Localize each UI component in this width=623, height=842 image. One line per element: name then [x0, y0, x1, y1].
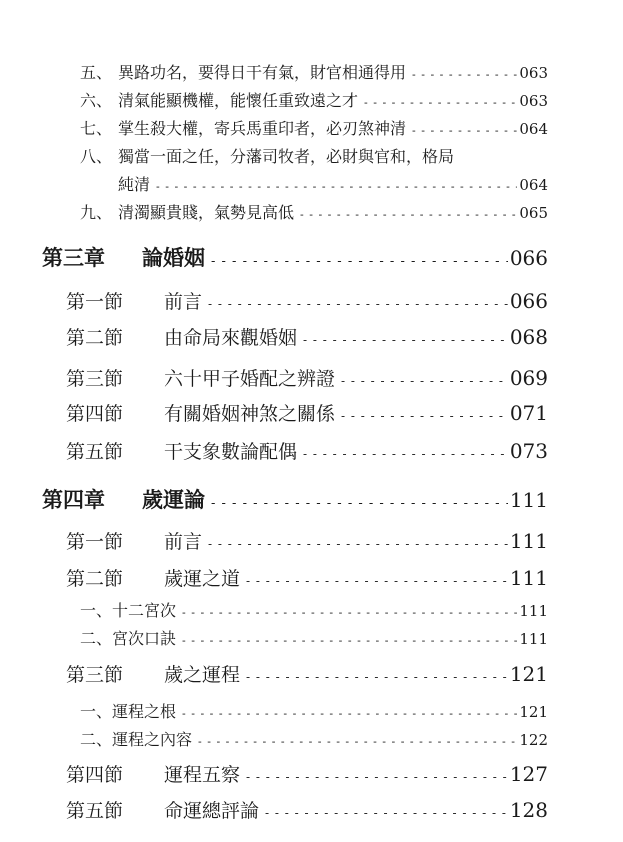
entry-number: 八、: [80, 147, 113, 166]
section-page: 071: [509, 401, 548, 425]
toc-entry-continuation: [118, 172, 548, 194]
subsection-entry: [80, 598, 548, 620]
section-title: 歲運之道: [164, 568, 241, 590]
section-entry: [66, 527, 548, 555]
toc-entry: [80, 60, 548, 82]
dot-leader: [208, 537, 508, 551]
dot-leader: [412, 68, 517, 81]
section-number: 第二節: [66, 568, 124, 590]
subsection-page: 121: [519, 703, 548, 721]
toc-entry: [80, 88, 548, 110]
chapter-page: 066: [509, 246, 548, 270]
dot-leader: [182, 606, 517, 619]
section-number: 第三節: [66, 664, 124, 686]
subsection-page: 111: [519, 630, 548, 648]
entry-title: 清氣能顯機權，能懷任重致遠之才: [118, 91, 359, 110]
section-page: 068: [509, 325, 548, 349]
entry-page: 063: [519, 64, 548, 82]
dot-leader: [208, 297, 508, 311]
subsection-title: 一、運程之根: [80, 702, 177, 721]
dot-leader: [300, 208, 517, 221]
section-entry: [66, 287, 548, 315]
subsection-entry: [80, 626, 548, 648]
dot-leader: [303, 447, 508, 461]
section-page: 111: [509, 566, 548, 590]
entry-page: 064: [519, 176, 548, 194]
entry-number: 九、: [80, 203, 113, 222]
section-entry: [66, 760, 548, 788]
dot-leader: [412, 124, 517, 137]
section-title: 干支象數論配偶: [164, 441, 298, 463]
dot-leader: [246, 670, 508, 684]
section-entry: [66, 660, 548, 688]
entry-page: 063: [519, 92, 548, 110]
dot-leader: [341, 374, 508, 388]
toc-entry: [80, 116, 548, 138]
toc-entry: [80, 200, 548, 222]
section-entry: [66, 437, 548, 465]
section-page: 128: [509, 798, 548, 822]
section-title: 前言: [164, 531, 203, 553]
section-page: 111: [509, 529, 548, 553]
section-entry: [66, 364, 548, 392]
section-number: 第二節: [66, 327, 124, 349]
dot-leader: [246, 770, 508, 784]
section-page: 066: [509, 289, 548, 313]
entry-title: 異路功名，要得日干有氣，財官相通得用: [118, 63, 407, 82]
dot-leader: [156, 180, 517, 193]
dot-leader: [265, 806, 508, 820]
section-number: 第一節: [66, 531, 124, 553]
section-title: 運程五察: [164, 764, 241, 786]
dot-leader: [182, 707, 517, 720]
section-number: 第五節: [66, 441, 124, 463]
section-page: 073: [509, 439, 548, 463]
dot-leader: [246, 574, 508, 588]
dot-leader: [182, 634, 517, 647]
section-number: 第四節: [66, 764, 124, 786]
entry-title: 清濁顯貴賤，氣勢見高低: [118, 203, 295, 222]
section-number: 第五節: [66, 800, 124, 822]
entry-title: 掌生殺大權，寄兵馬重印者，必刃煞神清: [118, 119, 407, 138]
subsection-entry: [80, 727, 548, 749]
section-title: 命運總評論: [164, 800, 260, 822]
section-title: 有關婚姻神煞之關係: [164, 403, 336, 425]
chapter-number: 第三章: [42, 245, 105, 270]
entry-number: 五、: [80, 63, 113, 82]
entry-title: 獨當一面之任，分藩司牧者，必財與官和，格局: [118, 147, 455, 166]
entry-number: 六、: [80, 91, 113, 110]
section-number: 第四節: [66, 403, 124, 425]
chapter-title: 論婚姻: [142, 245, 205, 270]
chapter-number: 第四章: [42, 487, 105, 512]
section-entry: [66, 796, 548, 824]
section-title: 歲之運程: [164, 664, 241, 686]
entry-page: 064: [519, 120, 548, 138]
subsection-page: 111: [519, 602, 548, 620]
dot-leader: [364, 96, 517, 109]
section-number: 第一節: [66, 291, 124, 313]
dot-leader: [341, 409, 508, 423]
subsection-entry: [80, 699, 548, 721]
entry-number: 七、: [80, 119, 113, 138]
section-page: 127: [509, 762, 548, 786]
section-title: 由命局來觀婚姻: [164, 327, 298, 349]
chapter-heading: [42, 242, 548, 272]
section-number: 第三節: [66, 368, 124, 390]
section-page: 121: [509, 662, 548, 686]
dot-leader: [303, 333, 508, 347]
section-entry: [66, 399, 548, 427]
chapter-heading: [42, 484, 548, 514]
dot-leader: [211, 254, 508, 269]
entry-page: 065: [519, 204, 548, 222]
section-title: 前言: [164, 291, 203, 313]
section-title: 六十甲子婚配之辨證: [164, 368, 336, 390]
section-entry: [66, 323, 548, 351]
subsection-title: 二、運程之內容: [80, 730, 193, 749]
subsection-title: 一、十二宮次: [80, 601, 177, 620]
section-entry: [66, 564, 548, 592]
section-page: 069: [509, 366, 548, 390]
chapter-page: 111: [509, 488, 548, 512]
subsection-title: 二、宮次口訣: [80, 629, 177, 648]
subsection-page: 122: [519, 731, 548, 749]
entry-title: 純清: [118, 175, 151, 194]
dot-leader: [211, 496, 508, 511]
chapter-title: 歲運論: [142, 487, 205, 512]
dot-leader: [198, 735, 517, 748]
toc-entry: [80, 144, 548, 166]
